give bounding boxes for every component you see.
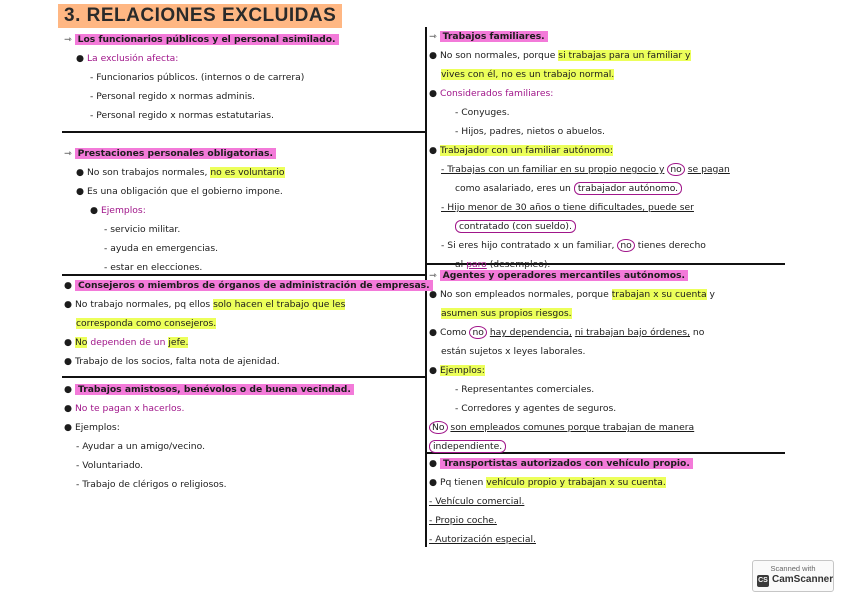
text: son empleados comunes porque trabajan de manera — [450, 422, 695, 433]
list-item: - Autorización especial. — [429, 534, 536, 545]
circled-word: no — [617, 239, 634, 252]
section-heading: Los funcionarios públicos y el personal asimilado. — [75, 34, 339, 45]
list-item: - Ayudar a un amigo/vecino. — [76, 441, 206, 452]
text: paro — [466, 259, 487, 270]
highlight: vehículo propio y trabajan x su cuenta. — [486, 477, 666, 488]
highlight: vives con él, no es un trabajo normal. — [441, 69, 615, 80]
list-item: - Propio coche. — [429, 515, 497, 526]
highlight: si trabajas para un familiar y — [558, 50, 691, 61]
text: dependen de un — [90, 337, 166, 348]
list-item: - Corredores y agentes de seguros. — [455, 403, 617, 414]
text: Es una obligación que el gobierno impone. — [86, 186, 283, 197]
text: como asalariado, eres un — [455, 183, 571, 194]
highlight: corresponda como consejeros. — [76, 318, 217, 329]
text: No te pagan x hacerlos. — [74, 403, 185, 414]
text: - Si eres hijo contratado x un familiar, — [441, 240, 615, 251]
text: Pq tienen — [439, 477, 484, 488]
list-item: - ayuda en emergencias. — [104, 243, 219, 254]
list-item: - Vehículo comercial. — [429, 496, 525, 507]
circled-word: No — [429, 421, 448, 434]
list-item: - Funcionarios públicos. (internos o de carrera) — [90, 72, 305, 83]
section-heading: Transportistas autorizados con vehículo propio. — [440, 458, 693, 469]
section-transportistas: ● Transportistas autorizados con vehículo propio. ● Pq tienen vehículo propio y trabajan x su cuenta. - Vehículo comercial. - Propio coche. - Autorización especial. — [429, 454, 693, 549]
text: Como — [439, 327, 467, 338]
list-item: - Representantes comerciales. — [455, 384, 595, 395]
list-item: - Hijos, padres, nietos o abuelos. — [455, 126, 605, 137]
text: y — [709, 289, 715, 300]
divider-left-1 — [62, 131, 425, 133]
text: se pagan — [687, 164, 730, 175]
subheading: Considerados familiares: — [439, 88, 554, 99]
section-agentes: ⇾ Agentes y operadores mercantiles autónomos. ● No son empleados normales, porque trabajan x su cuenta y asumen sus propios riesgos. ● Como no hay dependencia, ni trabajan bajo órdenes, no están sujetos x leyes laborales. ● Ejemplos: - Representantes comerciales. - Corredores y agentes de seguros. No son empleados comunes porque trabajan de manera independiente. — [429, 270, 715, 452]
page-title: 3. RELACIONES EXCLUIDAS — [58, 4, 342, 28]
circled-word: no — [667, 163, 684, 176]
subheading: La exclusión afecta: — [86, 53, 179, 64]
section-heading: Consejeros o miembros de órganos de administración de empresas. — [75, 280, 433, 291]
section-prestaciones: ⇾ Prestaciones personales obligatorias. ● No son trabajos normales, no es voluntario ● Es una obligación que el gobierno impone. ● Ejemplos: - servicio militar. - ayuda en emergencias. - estar en elecciones. — [64, 144, 285, 277]
section-consejeros: ● Consejeros o miembros de órganos de administración de empresas. ● No trabajo normales, pq ellos solo hacen el trabajo que les corresponda como consejeros. ● No dependen de un jefe. ● Trabajo de los socios, falta nota de ajenidad. — [64, 276, 433, 371]
section-heading: Prestaciones personales obligatorias. — [75, 148, 276, 159]
watermark-brand: CamScanner — [772, 574, 834, 585]
text: hay dependencia, — [489, 327, 572, 338]
text: - Trabajas con un familiar en su propio negocio y — [441, 164, 665, 175]
text: No trabajo normales, pq ellos — [74, 299, 211, 310]
boxed-text: independiente. — [429, 440, 506, 453]
section-heading: Trabajos amistosos, benévolos o de buena vecindad. — [75, 384, 354, 395]
boxed-text: contratado (con sueldo). — [455, 220, 576, 233]
text: No son normales, porque — [439, 50, 556, 61]
section-heading: Trabajos familiares. — [440, 31, 548, 42]
section-familiares: ⇾ Trabajos familiares. ● No son normales, porque si trabajas para un familiar y vives con él, no es un trabajo normal. ● Considerados familiares: - Conyuges. - Hijos, padres, nietos o abuelos. ● Trabajador con un familiar autónomo: - Trabajas con un familiar en su propio negocio y no se pagan como asalariado, eres un trabajador autónomo. - Hijo menor de 30 años o tiene dificultades, puede ser contratado (con sueldo). - Si eres hijo contratado x un familiar, no tienes derecho al paro (desempleo). — [429, 31, 730, 270]
camscanner-logo-icon: CS — [757, 575, 769, 587]
text: No son trabajos normales, — [86, 167, 208, 178]
highlight: Ejemplos: — [439, 365, 485, 376]
subheading: Ejemplos: — [74, 422, 120, 433]
highlight: solo hacen el trabajo que les — [213, 299, 346, 310]
text: - Hijo menor de 30 años o tiene dificultades, puede ser — [441, 202, 694, 213]
list-item: - Conyuges. — [455, 107, 510, 118]
highlight: trabajan x su cuenta — [611, 289, 707, 300]
highlight: no es voluntario — [210, 167, 285, 178]
list-item: - Personal regido x normas estatutarias. — [90, 110, 274, 121]
circled-word: no — [469, 326, 486, 339]
highlight: asumen sus propios riesgos. — [441, 308, 572, 319]
list-item: - Personal regido x normas adminis. — [90, 91, 255, 102]
list-item: - servicio militar. — [104, 224, 181, 235]
divider-left-3 — [62, 376, 425, 378]
text: No son empleados normales, porque — [439, 289, 609, 300]
section-heading: Agentes y operadores mercantiles autónomos. — [440, 270, 688, 281]
text: Trabajo de los socios, falta nota de ajenidad. — [74, 356, 280, 367]
list-item: - Trabajo de clérigos o religiosos. — [76, 479, 227, 490]
section-amistosos: ● Trabajos amistosos, benévolos o de buena vecindad. ● No te pagan x hacerlos. ● Ejemplos: - Ayudar a un amigo/vecino. - Voluntariado. - Trabajo de clérigos o religiosos. — [64, 380, 354, 494]
camscanner-watermark — [752, 560, 834, 592]
section-funcionarios: ⇾ Los funcionarios públicos y el personal asimilado. ● La exclusión afecta: - Funcionarios públicos. (internos o de carrera) - Personal regido x normas adminis. - Personal regido x normas estatutarias. — [64, 30, 339, 125]
list-item: - estar en elecciones. — [104, 262, 203, 273]
text: tienes derecho — [637, 240, 706, 251]
text: no — [692, 327, 705, 338]
boxed-text: trabajador autónomo. — [574, 182, 682, 195]
text: ni trabajan bajo órdenes, — [574, 327, 690, 338]
highlight: jefe. — [168, 337, 189, 348]
text: están sujetos x leyes laborales. — [441, 346, 586, 357]
text: (desempleo). — [489, 259, 551, 270]
list-item: - Voluntariado. — [76, 460, 144, 471]
watermark-caption: Scanned with — [770, 564, 816, 573]
highlight: Trabajador con un familiar autónomo: — [439, 145, 613, 156]
highlight: No — [74, 337, 88, 348]
subheading: Ejemplos: — [100, 205, 146, 216]
text: al — [455, 259, 464, 270]
